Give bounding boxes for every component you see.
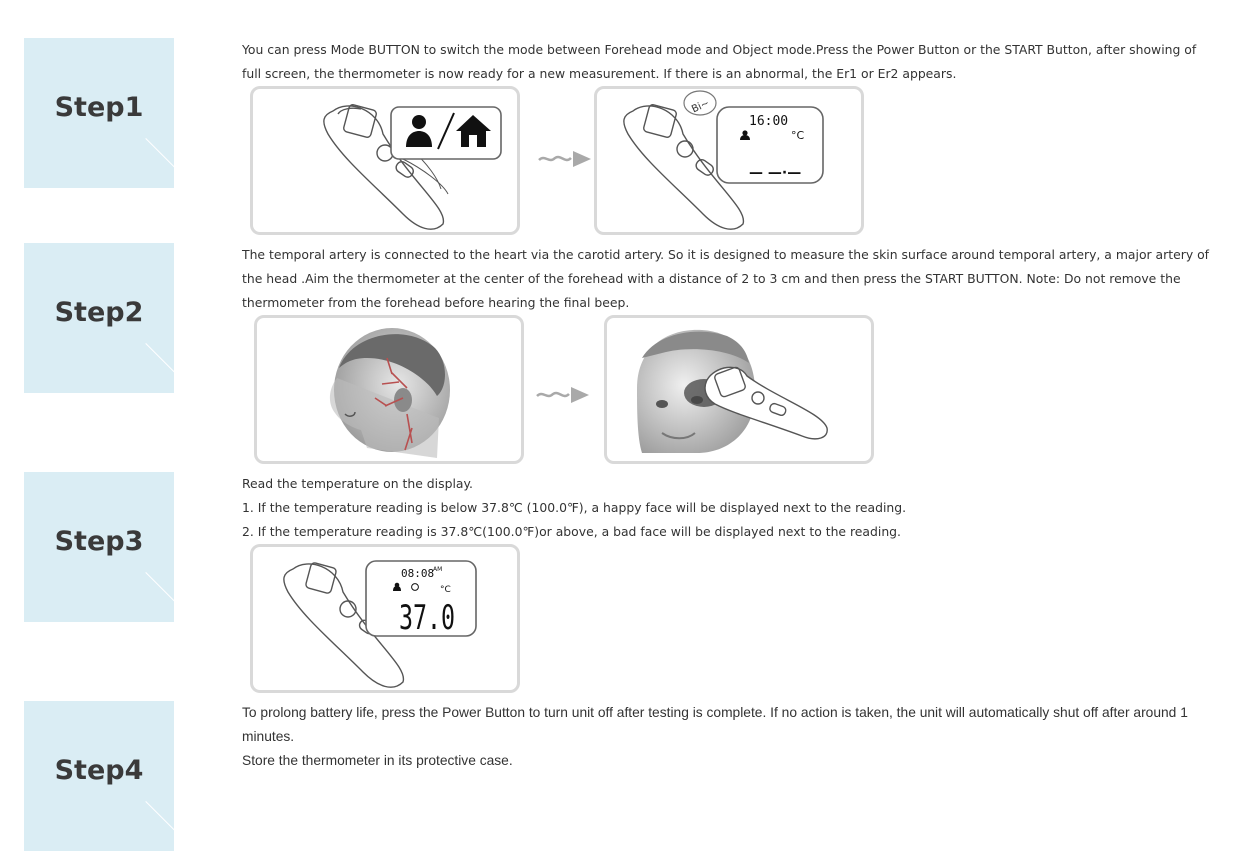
step2-image-artery (254, 315, 524, 464)
step2-tile (24, 243, 174, 393)
step2-paragraph: The temporal artery is connected to the heart via the carotid artery. So it is designed to measure the skin surface around temporal artery, a major artery of the head .Aim the thermometer at the center of the forehead with a distance of 2 to 3 cm and then press the START BUTTON. Note: Do not remove the thermometer from the forehead before hearing the final beep. (242, 247, 1210, 310)
step3-text (242, 472, 1210, 544)
flow-arrow-icon (537, 150, 593, 168)
step2-label: Step2 (54, 297, 144, 328)
step4-paragraph-2: Store the thermometer in its protective case. (242, 753, 513, 768)
step4-label: Step4 (54, 755, 144, 786)
lcd-ampm: AM (433, 566, 443, 573)
step3-paragraph-2: 1. If the temperature reading is below 37.8℃ (100.0℉), a happy face will be displayed next to the reading. (242, 500, 907, 515)
lcd-reading: 37.0 (399, 598, 455, 638)
tile-diagonal (145, 572, 174, 622)
lcd-unit: °C (791, 129, 805, 142)
step3-image-reading (250, 544, 520, 693)
step3-label: Step3 (54, 526, 144, 557)
step1-text (242, 38, 1210, 86)
step1-image-mode (250, 86, 520, 235)
step4-tile (24, 701, 174, 851)
step2-image-measure (604, 315, 874, 464)
step1-paragraph: You can press Mode BUTTON to switch the mode between Forehead mode and Object mode.Press the Power Button or the START Button, after showing of full screen, the thermometer is now ready for a new measurement. If there is an abnormal, the Er1 or Er2 appears. (242, 42, 1197, 81)
step4-text (242, 701, 1210, 773)
step1-label: Step1 (54, 92, 144, 123)
lcd-unit: °C (440, 585, 451, 595)
lcd-dashes: — —·— (749, 165, 802, 181)
tile-diagonal (145, 343, 174, 393)
step1-image-display (594, 86, 864, 235)
step4-paragraph-1: To prolong battery life, press the Power Button to turn unit off after testing is complete. If no action is taken, the unit will automatically shut off after around 1 minutes. (242, 705, 1188, 744)
lcd-time: 16:00 (749, 114, 789, 129)
step3-paragraph-3: 2. If the temperature reading is 37.8℃(100.0℉)or above, a bad face will be displayed next to the reading. (242, 524, 901, 539)
lcd-time: 08:08 (401, 567, 435, 580)
beep-text: Bi~ (690, 97, 712, 116)
flow-arrow-icon (535, 386, 591, 404)
step2-text (242, 243, 1210, 315)
tile-diagonal (145, 801, 174, 851)
step1-tile (24, 38, 174, 188)
baby-profile-drawing (330, 328, 450, 458)
step3-paragraph-1: Read the temperature on the display. (242, 476, 473, 491)
step3-tile (24, 472, 174, 622)
tile-diagonal (145, 138, 174, 188)
